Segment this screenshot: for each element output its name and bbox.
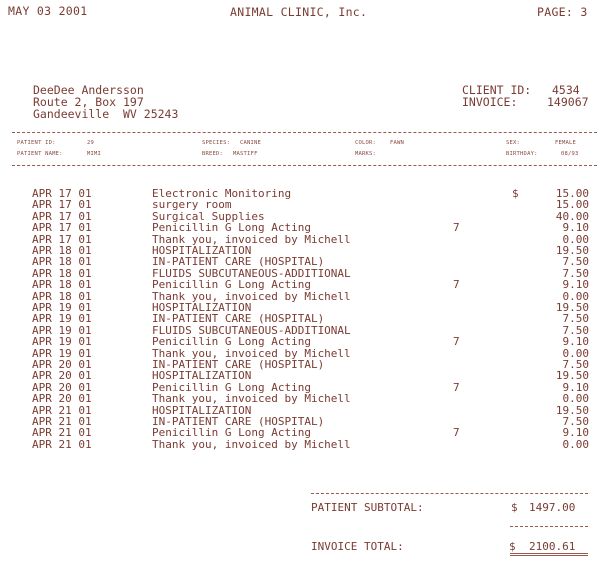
breed-value: MASTIFF bbox=[233, 151, 258, 157]
line-item-description: Penicillin G Long Acting bbox=[152, 278, 311, 292]
line-item-amount: 0.00 bbox=[562, 232, 589, 246]
patient-id-label: PATIENT ID: bbox=[17, 140, 56, 146]
line-item-amount: 7.50 bbox=[562, 266, 589, 280]
line-item-description: HOSPITALIZATION bbox=[152, 403, 252, 417]
line-item-description: IN-PATIENT CARE (HOSPITAL) bbox=[152, 255, 325, 269]
line-item-quantity: 7 bbox=[453, 221, 460, 235]
line-item-description: IN-PATIENT CARE (HOSPITAL) bbox=[152, 312, 325, 326]
patient-subtotal-currency: $ bbox=[511, 501, 518, 514]
line-item bbox=[0, 427, 601, 438]
clinic-name: ANIMAL CLINIC, Inc. bbox=[230, 5, 368, 19]
patient-name-value: MIMI bbox=[87, 151, 102, 157]
line-item-date: APR 18 01 bbox=[32, 266, 92, 280]
line-item-amount: 9.10 bbox=[562, 335, 589, 349]
line-item bbox=[0, 405, 601, 416]
line-item bbox=[0, 336, 601, 347]
line-item-amount: 40.00 bbox=[555, 209, 589, 223]
line-item bbox=[0, 302, 601, 313]
line-item bbox=[0, 268, 601, 279]
invoice-label: INVOICE: bbox=[462, 95, 518, 109]
line-item-quantity: 7 bbox=[453, 380, 460, 394]
line-item-amount: 7.50 bbox=[562, 323, 589, 337]
line-item bbox=[0, 279, 601, 290]
sex-value: FEMALE bbox=[555, 140, 577, 146]
line-item-date: APR 17 01 bbox=[32, 221, 92, 235]
color-label: COLOR: bbox=[355, 140, 377, 146]
line-item-description: Penicillin G Long Acting bbox=[152, 426, 311, 440]
line-item bbox=[0, 188, 601, 199]
line-item-date: APR 19 01 bbox=[32, 301, 92, 314]
line-item bbox=[0, 393, 601, 404]
line-item-date: APR 20 01 bbox=[32, 392, 92, 406]
line-item-amount: 9.10 bbox=[562, 278, 589, 292]
marks-label: MARKS: bbox=[355, 151, 377, 157]
line-item-quantity: 7 bbox=[453, 278, 460, 292]
line-item-amount: 19.50 bbox=[555, 244, 589, 257]
line-item-date: APR 20 01 bbox=[32, 380, 92, 394]
patient-name-label: PATIENT NAME: bbox=[17, 151, 63, 157]
line-item-description: Penicillin G Long Acting bbox=[152, 380, 311, 394]
sex-label: SEX: bbox=[506, 140, 521, 146]
line-item-date: APR 21 01 bbox=[32, 437, 92, 451]
client-id-value: 4534 bbox=[552, 83, 580, 97]
line-item-date: APR 18 01 bbox=[32, 244, 92, 257]
line-item-description: HOSPITALIZATION bbox=[152, 369, 252, 383]
line-item-description: Thank you, invoiced by Michell bbox=[152, 346, 351, 360]
line-item bbox=[0, 416, 601, 427]
invoice-total-currency: $ bbox=[509, 540, 516, 553]
total-double-rule bbox=[510, 553, 588, 556]
birthday-label: BIRTHDAY: bbox=[506, 151, 538, 157]
line-item bbox=[0, 348, 601, 359]
line-item-description: Surgical Supplies bbox=[152, 209, 265, 223]
line-item-amount: 0.00 bbox=[562, 346, 589, 360]
patient-subtotal-label: PATIENT SUBTOTAL: bbox=[311, 501, 424, 514]
page-number: PAGE: 3 bbox=[537, 5, 588, 19]
breed-label: BREED: bbox=[202, 151, 224, 157]
line-item-amount: 9.10 bbox=[562, 426, 589, 440]
line-item-description: Thank you, invoiced by Michell bbox=[152, 232, 351, 246]
line-item-date: APR 17 01 bbox=[32, 187, 92, 200]
line-item-date: APR 17 01 bbox=[32, 209, 92, 223]
line-item-description: Thank you, invoiced by Michell bbox=[152, 392, 351, 406]
line-item-amount: 0.00 bbox=[562, 437, 589, 451]
line-item-amount: 19.50 bbox=[555, 403, 589, 417]
patient-subtotal-value: 1497.00 bbox=[529, 501, 576, 514]
line-item-date: APR 19 01 bbox=[32, 335, 92, 349]
line-item bbox=[0, 359, 601, 370]
line-item-description: Thank you, invoiced by Michell bbox=[152, 289, 351, 303]
line-item-description: FLUIDS SUBCUTANEOUS-ADDITIONAL bbox=[152, 323, 351, 337]
line-item bbox=[0, 313, 601, 324]
divider-bottom bbox=[12, 165, 597, 166]
patient-id-value: 29 bbox=[87, 140, 95, 146]
line-item bbox=[0, 245, 601, 256]
line-item-amount: 9.10 bbox=[562, 380, 589, 394]
client-id-label: CLIENT ID: bbox=[462, 83, 532, 97]
species-label: SPECIES: bbox=[202, 140, 231, 146]
line-item-amount: 15.00 bbox=[555, 198, 589, 212]
line-item-date: APR 21 01 bbox=[32, 415, 92, 428]
line-item-date: APR 21 01 bbox=[32, 426, 92, 440]
report-date: MAY 03 2001 bbox=[8, 4, 88, 18]
line-item-quantity: 7 bbox=[453, 426, 460, 440]
line-item-amount: 19.50 bbox=[555, 369, 589, 383]
line-item bbox=[0, 370, 601, 381]
line-item-date: APR 17 01 bbox=[32, 232, 92, 246]
line-item-date: APR 17 01 bbox=[32, 198, 92, 212]
line-item-description: IN-PATIENT CARE (HOSPITAL) bbox=[152, 415, 325, 428]
line-item-date: APR 19 01 bbox=[32, 312, 92, 326]
line-item-amount: 7.50 bbox=[562, 358, 589, 371]
line-item-description: FLUIDS SUBCUTANEOUS-ADDITIONAL bbox=[152, 266, 351, 280]
total-rule bbox=[510, 526, 588, 527]
line-item-description: HOSPITALIZATION bbox=[152, 244, 252, 257]
line-item bbox=[0, 291, 601, 302]
client-name: DeeDee Andersson bbox=[33, 83, 144, 97]
line-item bbox=[0, 199, 601, 210]
line-item bbox=[0, 382, 601, 393]
invoice-total-label: INVOICE TOTAL: bbox=[311, 540, 404, 553]
invoice-value: 149067 bbox=[547, 95, 589, 109]
invoice-total-value: 2100.61 bbox=[529, 540, 576, 553]
line-item bbox=[0, 234, 601, 245]
line-item-description: surgery room bbox=[152, 198, 232, 212]
line-item-description: Penicillin G Long Acting bbox=[152, 221, 311, 235]
line-item-quantity: 7 bbox=[453, 335, 460, 349]
line-item bbox=[0, 222, 601, 233]
line-item-description: Penicillin G Long Acting bbox=[152, 335, 311, 349]
line-item-date: APR 20 01 bbox=[32, 369, 92, 383]
client-address-line1: Route 2, Box 197 bbox=[33, 95, 144, 109]
line-item-currency: $ bbox=[512, 187, 519, 200]
line-item bbox=[0, 439, 601, 450]
divider-top bbox=[12, 132, 597, 133]
line-item-amount: 0.00 bbox=[562, 392, 589, 406]
color-value: FAWN bbox=[390, 140, 405, 146]
line-item-description: IN-PATIENT CARE (HOSPITAL) bbox=[152, 358, 325, 371]
line-item-date: APR 18 01 bbox=[32, 255, 92, 269]
line-item-date: APR 19 01 bbox=[32, 346, 92, 360]
line-item-description: Electronic Monitoring bbox=[152, 187, 292, 200]
line-item-amount: 7.50 bbox=[562, 415, 589, 428]
line-item-date: APR 19 01 bbox=[32, 323, 92, 337]
birthday-value: 08/93 bbox=[561, 151, 579, 157]
line-item-amount: 7.50 bbox=[562, 255, 589, 269]
subtotal-rule bbox=[311, 493, 588, 494]
line-item-amount: 9.10 bbox=[562, 221, 589, 235]
line-item-date: APR 20 01 bbox=[32, 358, 92, 371]
line-item-amount: 15.00 bbox=[555, 187, 589, 200]
line-item bbox=[0, 256, 601, 267]
line-item-description: Thank you, invoiced by Michell bbox=[152, 437, 351, 451]
line-item-date: APR 18 01 bbox=[32, 289, 92, 303]
line-item-amount: 0.00 bbox=[562, 289, 589, 303]
line-item-date: APR 18 01 bbox=[32, 278, 92, 292]
line-item-amount: 19.50 bbox=[555, 301, 589, 314]
line-item-date: APR 21 01 bbox=[32, 403, 92, 417]
line-item bbox=[0, 325, 601, 336]
line-item-amount: 7.50 bbox=[562, 312, 589, 326]
client-address-line2: Gandeeville WV 25243 bbox=[33, 107, 179, 121]
species-value: CANINE bbox=[240, 140, 262, 146]
line-item-description: HOSPITALIZATION bbox=[152, 301, 252, 314]
line-item bbox=[0, 211, 601, 222]
